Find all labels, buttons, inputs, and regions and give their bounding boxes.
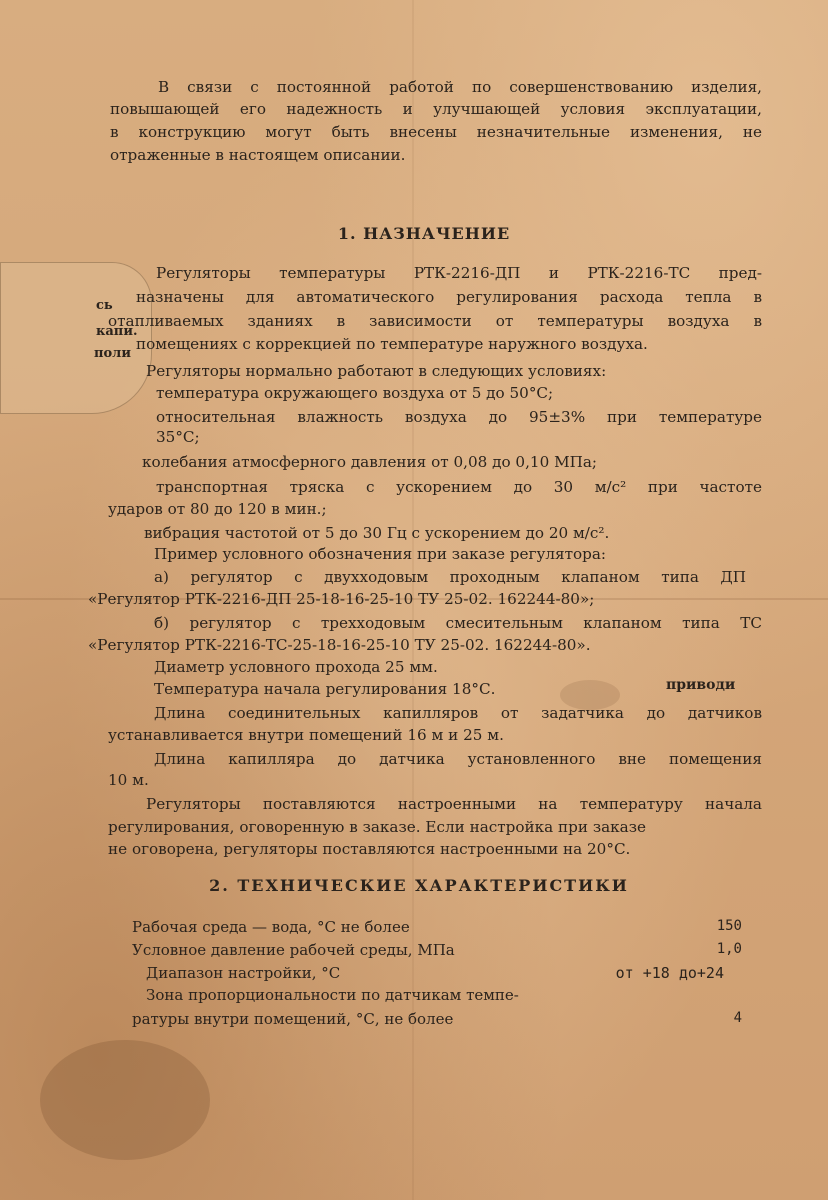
- section-title: 2. ТЕХНИЧЕСКИЕ ХАРАКТЕРИСТИКИ: [209, 876, 629, 895]
- text-line: «Регулятор РТК-2216-ДП 25-18-16-25-10 ТУ 25-02. 162244-80»;: [88, 590, 595, 608]
- text-line: вибрация частотой от 5 до 30 Гц с ускорением до 20 м/с².: [144, 524, 610, 542]
- text-line: а) регулятор с двухходовым проходным клапаном типа ДП: [154, 568, 746, 586]
- text-line: Диаметр условного прохода 25 мм.: [154, 658, 438, 676]
- text-line: Температура начала регулирования 18°С.: [154, 680, 496, 698]
- spec-value: от +18 до+24: [615, 964, 724, 982]
- spec-label: Рабочая среда — вода, °С не более: [132, 918, 410, 936]
- fragment-text: сь: [96, 298, 113, 313]
- text-line: транспортная тряска с ускорением до 30 м/с² при частоте: [156, 478, 762, 496]
- text-line: Регуляторы поставляются настроенными на температуру начала: [146, 795, 762, 813]
- text-line: Пример условного обозначения при заказе регулятора:: [154, 545, 607, 563]
- fragment-text: капи.: [96, 324, 138, 339]
- text-line: помещениях с коррекцией по температуре наружного воздуха.: [136, 335, 648, 353]
- spec-label: Зона пропорциональности по датчикам темпе-: [146, 986, 519, 1004]
- text-line: отраженные в настоящем описании.: [110, 146, 406, 164]
- text-line: б) регулятор с трехходовым смесительным клапаном типа ТС: [154, 614, 762, 632]
- text-line: 35°С;: [156, 428, 200, 446]
- text-line: назначены для автоматического регулирования расхода тепла в: [136, 288, 762, 306]
- text-line: относительная влажность воздуха до 95±3% при температуре: [156, 408, 762, 426]
- spec-label: Диапазон настройки, °С: [146, 964, 341, 982]
- text-line: регулирования, оговоренную в заказе. Если настройка при заказе: [108, 818, 646, 836]
- stain: [40, 1040, 210, 1160]
- spec-value: 1,0: [716, 941, 742, 957]
- text-line: устанавливается внутри помещений 16 м и 25 м.: [108, 726, 504, 744]
- fragment-text: приводи: [666, 677, 736, 693]
- section-title: 1. НАЗНАЧЕНИЕ: [337, 224, 511, 243]
- spec-value: 4: [733, 1010, 742, 1026]
- text-line: 10 м.: [108, 771, 149, 789]
- text-line: температура окружающего воздуха от 5 до 50°С;: [156, 384, 554, 402]
- text-line: Регуляторы температуры РТК-2216-ДП и РТК-2216-ТС пред-: [156, 264, 762, 282]
- text-line: колебания атмосферного давления от 0,08 до 0,10 МПа;: [142, 453, 598, 471]
- text-line: Длина капилляра до датчика установленного вне помещения: [154, 750, 762, 768]
- text-line: повышающей его надежность и улучшающей условия эксплуатации,: [110, 100, 762, 118]
- text-line: В связи с постоянной работой по совершенствованию изделия,: [158, 78, 762, 96]
- spec-value: 150: [716, 918, 742, 934]
- text-line: «Регулятор РТК-2216-ТС-25-18-16-25-10 ТУ 25-02. 162244-80».: [88, 636, 591, 654]
- spec-label: Условное давление рабочей среды, МПа: [132, 941, 455, 959]
- text-line: Длина соединительных капилляров от задатчика до датчиков: [154, 704, 762, 722]
- spec-label: ратуры внутри помещений, °С, не более: [132, 1010, 454, 1028]
- fragment-text: поли: [94, 346, 131, 361]
- text-line: не оговорена, регуляторы поставляются настроенными на 20°С.: [108, 840, 631, 858]
- text-line: Регуляторы нормально работают в следующих условиях:: [146, 362, 607, 380]
- text-line: в конструкцию могут быть внесены незначительные изменения, не: [110, 123, 762, 141]
- text-line: отапливаемых зданиях в зависимости от температуры воздуха в: [108, 312, 762, 330]
- text-line: ударов от 80 до 120 в мин.;: [108, 500, 327, 518]
